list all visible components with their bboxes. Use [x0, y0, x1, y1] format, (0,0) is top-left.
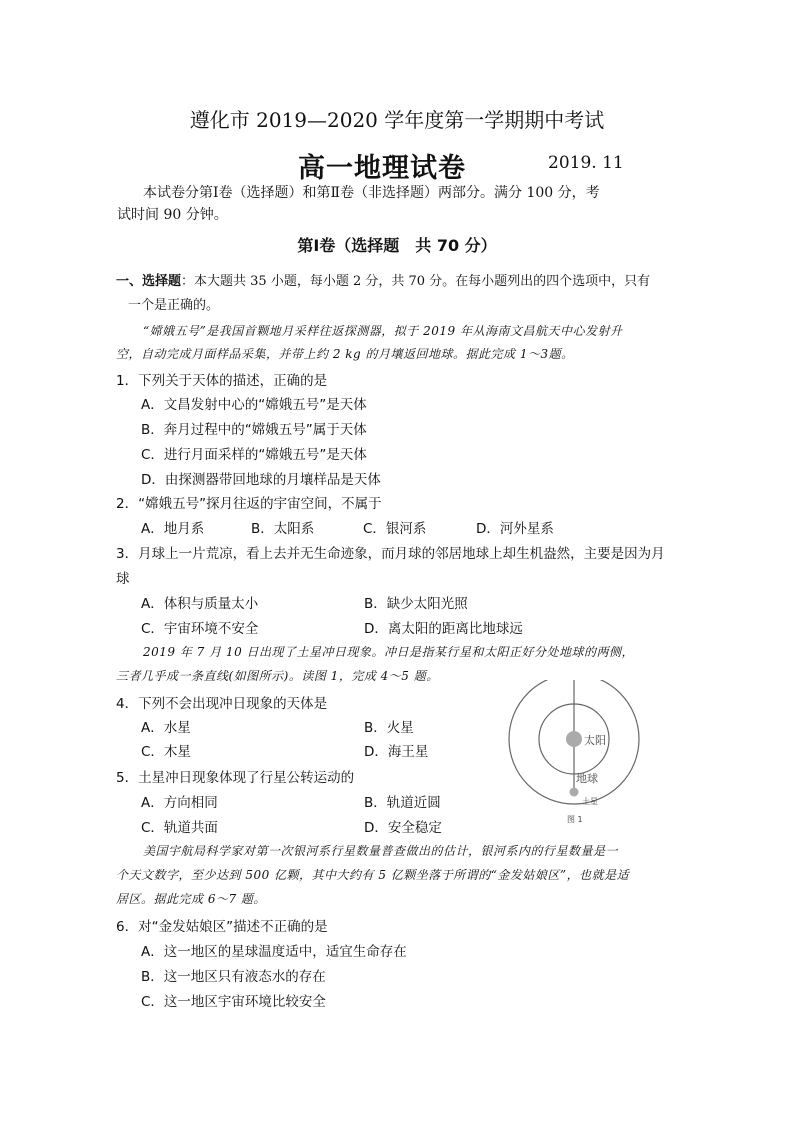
question-3-option-d: D．离太阳的距离比地球远	[364, 621, 523, 637]
passage-2-line-2: 三者几乎成一条直线(如图所示)。读图 1，完成 4～5 题。	[116, 669, 439, 683]
question-1-stem: 1．下列关于天体的描述，正确的是	[116, 373, 328, 389]
question-5-option-b: B．轨道近圆	[364, 795, 441, 811]
exam-school-title: 遵化市 2019—2020 学年度第一学期期中考试	[189, 108, 605, 132]
question-6-option-c: C．这一地区宇宙环境比较安全	[141, 994, 326, 1010]
section-1-title: 第Ⅰ卷（选择题 共 70 分）	[297, 236, 497, 255]
question-4-option-b: B．火星	[364, 720, 414, 736]
intro-line-1: 本试卷分第Ⅰ卷（选择题）和第Ⅱ卷（非选择题）两部分。满分 100 分，考	[143, 185, 600, 201]
question-4-stem: 4．下列不会出现冲日现象的天体是	[116, 696, 328, 712]
saturn-marker	[570, 788, 579, 797]
figure-1-caption: 图 1	[567, 815, 583, 824]
question-3-option-a: A．体积与质量太小	[141, 596, 259, 612]
passage-1-line-2: 空，自动完成月面样品采集，并带上约 2 kg 的月壤返回地球。据此完成 1～3题。	[116, 347, 574, 361]
question-5-option-c: C．轨道共面	[141, 820, 218, 836]
question-2-option-c: C．银河系	[363, 521, 427, 537]
question-5-option-d: D．安全稳定	[364, 820, 442, 836]
question-6-option-a: A．这一地区的星球温度适中，适宜生命存在	[141, 944, 407, 960]
passage-1-line-1: “嫦娥五号”是我国首颗地月采样往返探测器，拟于 2019 年从海南文昌航天中心发射升	[143, 324, 623, 338]
passage-3-line-2: 个天文数字，至少达到 500 亿颗，其中大约有 5 亿颗坐落于所谓的“金发姑娘区”，也就是适	[116, 868, 630, 882]
question-1-option-c: C．进行月面采样的“嫦娥五号”是天体	[141, 447, 367, 463]
question-4-option-a: A．水星	[141, 720, 191, 736]
part-1-instructions	[116, 270, 650, 289]
question-6-option-b: B．这一地区只有液态水的存在	[141, 969, 326, 985]
question-1-option-b: B．奔月过程中的“嫦娥五号”属于天体	[141, 422, 367, 438]
exam-date: 2019. 11	[548, 153, 624, 173]
part-1-prefix: 一、选择题	[116, 274, 182, 289]
sun-marker	[566, 731, 582, 747]
figure-1-orbit-diagram	[500, 680, 650, 830]
question-2-option-a: A．地月系	[141, 521, 205, 537]
earth-label: 地球	[576, 772, 598, 785]
question-3-stem-line-1: 3．月球上一片荒凉，看上去并无生命迹象，而月球的邻居地球上却生机盎然，主要是因为月	[116, 546, 665, 562]
passage-3-line-1: 美国宇航局科学家对第一次银河系行星数量普查做出的估计，银河系内的行星数量是一	[143, 844, 619, 858]
exam-main-title: 高一地理试卷	[298, 153, 466, 184]
question-1-option-d: D．由探测器带回地球的月壤样品是天体	[141, 472, 381, 488]
question-4-option-c: C．木星	[141, 744, 191, 760]
question-4-option-d: D．海王星	[364, 744, 429, 760]
passage-3-line-3: 居区。据此完成 6～7 题。	[116, 892, 266, 906]
question-5-option-a: A．方向相同	[141, 795, 218, 811]
part-1-line-2: 一个是正确的。	[128, 298, 220, 313]
question-2-option-d: D．河外星系	[476, 521, 554, 537]
passage-2-line-1: 2019 年 7 月 10 日出现了土星冲日现象。冲日是指某行星和太阳正好分处地球的两侧，	[143, 645, 635, 659]
sun-label: 太阳	[584, 734, 606, 747]
part-1-line-1: ：本大题共 35 小题，每小题 2 分，共 70 分。在每小题列出的四个选项中，只有	[181, 274, 651, 289]
question-1-option-a: A．文昌发射中心的“嫦娥五号”是天体	[141, 397, 367, 413]
question-3-stem-line-2: 球	[116, 571, 130, 587]
question-2-option-b: B．太阳系	[251, 521, 315, 537]
question-3-option-c: C．宇宙环境不安全	[141, 621, 259, 637]
question-3-option-b: B．缺少太阳光照	[364, 596, 468, 612]
intro-line-2: 试时间 90 分钟。	[117, 207, 228, 223]
saturn-label: 土星	[582, 797, 598, 806]
question-2-stem: 2．“嫦娥五号”探月往返的宇宙空间，不属于	[116, 496, 382, 512]
question-6-stem: 6．对“金发姑娘区”描述不正确的是	[116, 919, 328, 935]
question-5-stem: 5．土星冲日现象体现了行星公转运动的	[116, 770, 355, 786]
